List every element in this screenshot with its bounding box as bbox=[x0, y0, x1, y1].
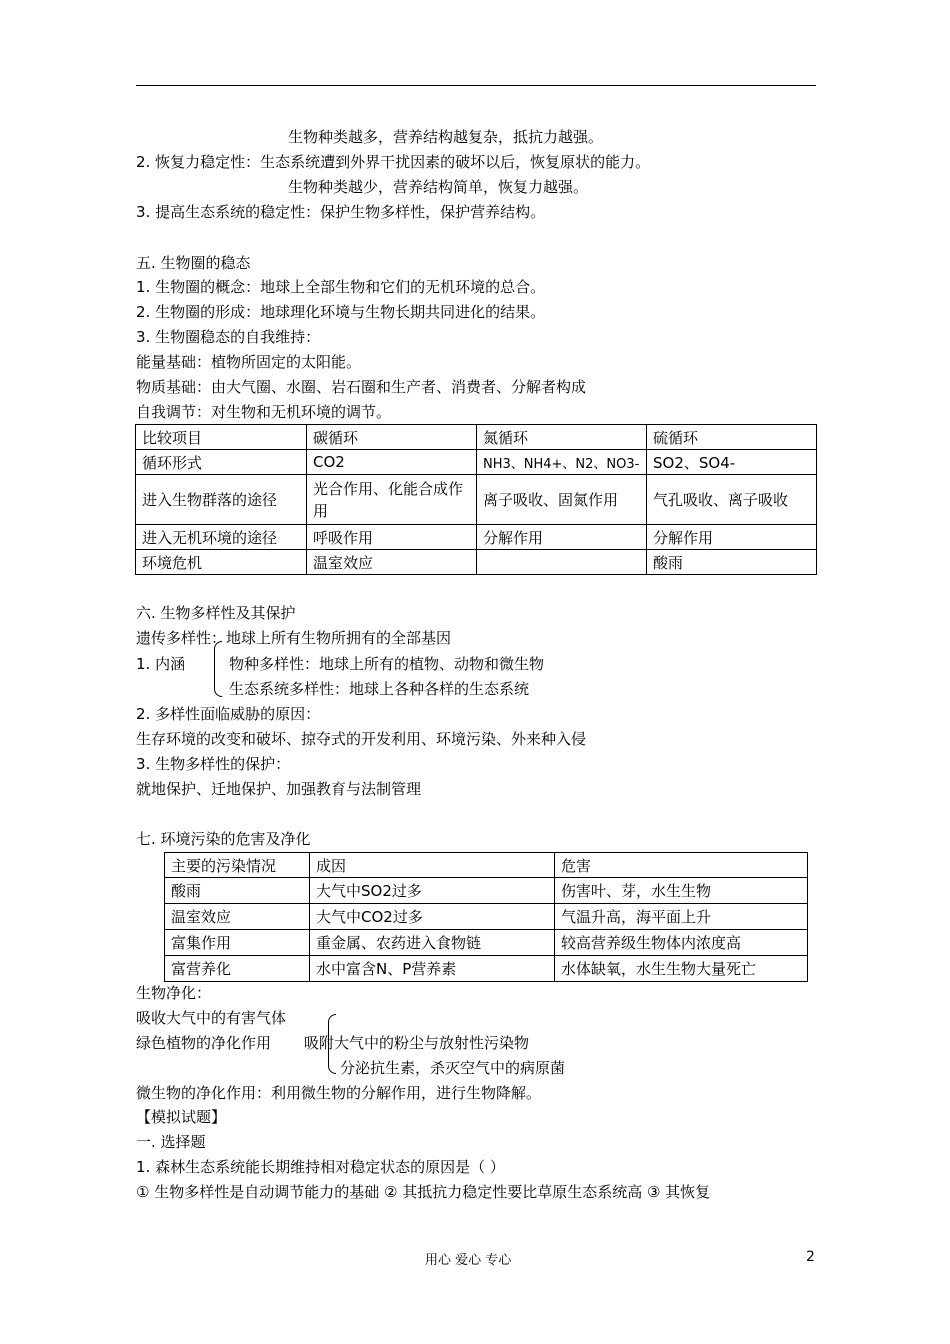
improve-stability-line: 3. 提高生态系统的稳定性：保护生物多样性，保护营养结构。 bbox=[136, 203, 546, 221]
page-number: 2 bbox=[806, 1249, 815, 1265]
footer-motto: 用心 爱心 专心 bbox=[425, 1253, 512, 1268]
table-cell: 水中富含N、P营养素 bbox=[310, 956, 555, 982]
table-row bbox=[165, 878, 808, 904]
biosphere-formation: 2. 生物圈的形成：地球理化环境与生物长期共同进化的结果。 bbox=[136, 303, 546, 321]
table-cell: 酸雨 bbox=[647, 550, 817, 575]
brace bbox=[214, 641, 222, 697]
bio-purification-label: 生物净化： bbox=[136, 984, 212, 1002]
self-regulation: 自我调节：对生物和无机环境的调节。 bbox=[136, 403, 392, 421]
table-cell: 比较项目 bbox=[136, 425, 307, 450]
green-plant-purification: 绿色植物的净化作用 bbox=[136, 1034, 272, 1052]
table-row bbox=[165, 904, 808, 930]
genetic-diversity: 遗传多样性：地球上所有生物所拥有的全部基因 bbox=[136, 629, 452, 647]
table-cell: 富集作用 bbox=[165, 930, 310, 956]
adsorb-dust: 吸附大气中的粉尘与放射性污染物 bbox=[304, 1034, 530, 1052]
table-cell: 分解作用 bbox=[477, 525, 647, 550]
table-cell: 大气中CO2过多 bbox=[310, 904, 555, 930]
absorb-harmful-gas: 吸收大气中的有害气体 bbox=[136, 1009, 287, 1027]
energy-basis: 能量基础：植物所固定的太阳能。 bbox=[136, 353, 362, 371]
table-cell: SO2、SO4- bbox=[647, 450, 817, 475]
table-cell: 危害 bbox=[555, 853, 808, 878]
table-cell: 温室效应 bbox=[165, 904, 310, 930]
question-1: 1. 森林生态系统能长期维持相对稳定状态的原因是（ ） bbox=[136, 1158, 505, 1176]
table-cell: 重金属、农药进入食物链 bbox=[310, 930, 555, 956]
table-row bbox=[136, 475, 817, 525]
table-row bbox=[136, 550, 817, 575]
table-cell: 大气中SO2过多 bbox=[310, 878, 555, 904]
table-cell: 气温升高，海平面上升 bbox=[555, 904, 808, 930]
table-cell: 富营养化 bbox=[165, 956, 310, 982]
table-row bbox=[165, 956, 808, 982]
threat-reasons-heading: 2. 多样性面临威胁的原因： bbox=[136, 705, 321, 723]
multiple-choice-heading: 一. 选择题 bbox=[136, 1133, 206, 1151]
pollution-table bbox=[164, 852, 808, 982]
table-cell: NH3、NH4+、N2、NO3- bbox=[477, 450, 647, 475]
table-cell: 循环形式 bbox=[136, 450, 307, 475]
table-cell: 呼吸作用 bbox=[307, 525, 477, 550]
exercises-heading: 【模拟试题】 bbox=[136, 1108, 227, 1126]
table-row bbox=[136, 425, 817, 450]
table-cell: 水体缺氧，水生生物大量死亡 bbox=[555, 956, 808, 982]
table-cell: 成因 bbox=[310, 853, 555, 878]
header-rule bbox=[136, 85, 816, 86]
material-basis: 物质基础：由大气圈、水圈、岩石圈和生产者、消费者、分解者构成 bbox=[136, 378, 587, 396]
table-cell: 主要的污染情况 bbox=[165, 853, 310, 878]
section-5-heading: 五. 生物圈的稳态 bbox=[136, 254, 251, 272]
threat-reasons: 生存环境的改变和破坏、掠夺式的开发利用、环境污染、外来种入侵 bbox=[136, 730, 587, 748]
table-cell: CO2 bbox=[307, 450, 477, 475]
cycle-comparison-table bbox=[135, 424, 817, 575]
table-cell: 进入生物群落的途径 bbox=[136, 475, 307, 525]
microbe-purification: 微生物的净化作用：利用微生物的分解作用，进行生物降解。 bbox=[136, 1084, 542, 1102]
table-cell: 较高营养级生物体内浓度高 bbox=[555, 930, 808, 956]
table-cell: 氮循环 bbox=[477, 425, 647, 450]
table-row bbox=[165, 930, 808, 956]
ecosystem-diversity: 生态系统多样性：地球上各种各样的生态系统 bbox=[229, 680, 530, 698]
table-cell: 分解作用 bbox=[647, 525, 817, 550]
table-row bbox=[165, 853, 808, 878]
table-cell: 进入无机环境的途径 bbox=[136, 525, 307, 550]
table-cell: 酸雨 bbox=[165, 878, 310, 904]
table-cell: 离子吸收、固氮作用 bbox=[477, 475, 647, 525]
table-cell: 碳循环 bbox=[307, 425, 477, 450]
section-6-heading: 六. 生物多样性及其保护 bbox=[136, 604, 296, 622]
table-cell: 气孔吸收、离子吸收 bbox=[647, 475, 817, 525]
table-cell: 光合作用、化能合成作用 bbox=[307, 475, 477, 525]
table-cell: 伤害叶、芽，水生生物 bbox=[555, 878, 808, 904]
table-cell: 环境危机 bbox=[136, 550, 307, 575]
stability-line-1: 生物种类越多，营养结构越复杂，抵抗力越强。 bbox=[288, 128, 604, 146]
section-7-heading: 七. 环境污染的危害及净化 bbox=[136, 830, 311, 848]
table-cell bbox=[477, 550, 647, 575]
biosphere-concept: 1. 生物圈的概念：地球上全部生物和它们的无机环境的总合。 bbox=[136, 278, 546, 296]
connotation-label: 1. 内涵 bbox=[136, 655, 186, 673]
resilience-stability-line: 2. 恢复力稳定性：生态系统遭到外界干扰因素的破坏以后，恢复原状的能力。 bbox=[136, 153, 651, 171]
question-1-options: ① 生物多样性是自动调节能力的基础 ② 其抵抗力稳定性要比草原生态系统高 ③ 其恢复 bbox=[136, 1183, 711, 1201]
table-cell: 温室效应 bbox=[307, 550, 477, 575]
secrete-antibiotics: 分泌抗生素，杀灭空气中的病原菌 bbox=[340, 1059, 566, 1077]
protection-methods: 就地保护、迁地保护、加强教育与法制管理 bbox=[136, 780, 422, 798]
table-row bbox=[136, 525, 817, 550]
table-cell: 硫循环 bbox=[647, 425, 817, 450]
biosphere-maintenance: 3. 生物圈稳态的自我维持： bbox=[136, 328, 321, 346]
stability-line-3: 生物种类越少，营养结构简单，恢复力越强。 bbox=[288, 178, 589, 196]
species-diversity: 物种多样性：地球上所有的植物、动物和微生物 bbox=[229, 655, 545, 673]
protection-heading: 3. 生物多样性的保护： bbox=[136, 755, 291, 773]
table-row bbox=[136, 450, 817, 475]
